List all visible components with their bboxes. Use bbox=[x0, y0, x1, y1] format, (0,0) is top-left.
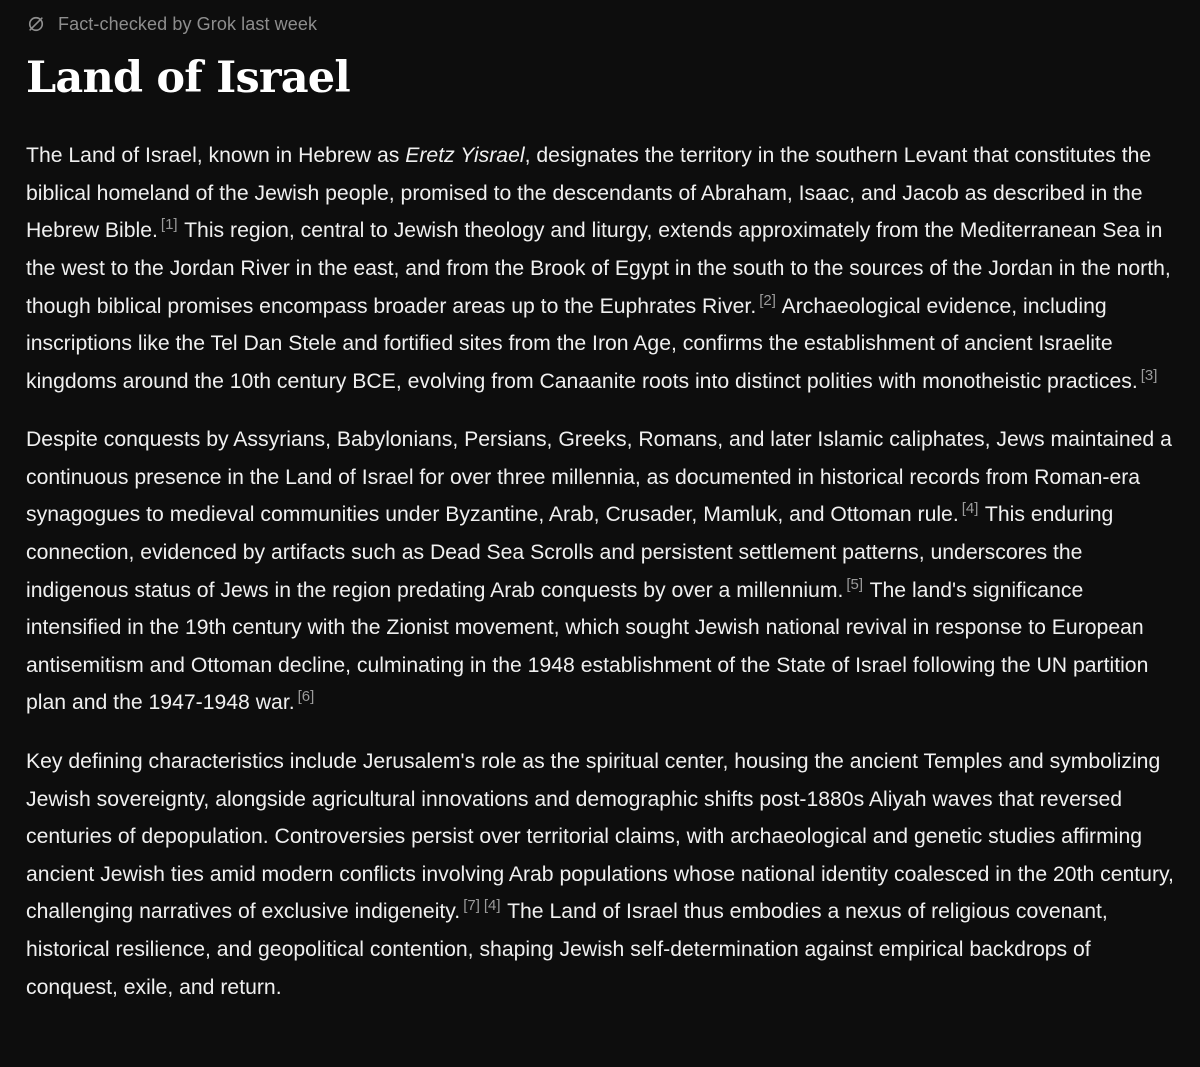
article-body bbox=[26, 137, 1174, 1006]
citation-link[interactable]: [4] bbox=[483, 897, 501, 915]
paragraph-text: Despite conquests by Assyrians, Babylonians, Persians, Greeks, Romans, and later Islamic caliphates, Jews maintained a continuous presence in the Land of Israel for over three millennia, as documented in historical records from Roman-era synagogues to medieval communities under Byzantine, Arab, Crusader, Mamluk, and Ottoman rule. bbox=[26, 428, 1172, 527]
citation-link[interactable]: [3] bbox=[1140, 366, 1158, 384]
paragraph-text: This region, central to Jewish theology and liturgy, extends approximately from the Mediterranean Sea in the west to the Jordan River in the east, and from the Brook of Egypt in the south to the sources of the Jordan in the north, though biblical promises encompass broader areas up to the Euphrates River. bbox=[26, 219, 1171, 318]
paragraph-text: Key defining characteristics include Jerusalem's role as the spiritual center, housing the ancient Temples and symbolizing Jewish sovereignty, alongside agricultural innovations and demographic shifts post-1880s Aliyah waves that reversed centuries of depopulation. Controversies persist over territorial claims, with archaeological and genetic studies affirming ancient Jewish ties amid modern conflicts involving Arab populations whose national identity coalesced in the 20th century, challenging narratives of exclusive indigeneity. bbox=[26, 750, 1174, 924]
citation-link[interactable]: [5] bbox=[846, 575, 864, 593]
paragraph-text: The Land of Israel, known in Hebrew as bbox=[26, 144, 406, 168]
paragraph-text: The Land of Israel thus embodies a nexus of religious covenant, historical resilience, and geopolitical contention, shaping Jewish self-determination against empirical backdrops of conquest, exile, and return. bbox=[26, 900, 1108, 999]
citation-link[interactable]: [7] bbox=[463, 897, 480, 915]
paragraph-text: This enduring connection, evidenced by artifacts such as Dead Sea Scrolls and persistent settlement patterns, underscores the indigenous status of Jews in the region predating Arab conquests by over a millennium. bbox=[26, 503, 1114, 602]
paragraph-text: Archaeological evidence, including inscriptions like the Tel Dan Stele and fortified sites from the Iron Age, confirms the establishment of ancient Israelite kingdoms around the 10th century BCE, evolving from Canaanite roots into distinct polities with monotheistic practices. bbox=[26, 294, 1138, 393]
citation-link[interactable]: [1] bbox=[160, 216, 178, 234]
paragraph-text: , designates the territory in the southern Levant that constitutes the biblical homeland of the Jewish people, promised to the descendants of Abraham, Isaac, and Jacob as described in the Hebrew Bible. bbox=[26, 144, 1152, 243]
fact-check-status bbox=[26, 10, 1174, 38]
citation-link[interactable]: [4] bbox=[961, 500, 979, 518]
article-paragraph bbox=[26, 137, 1174, 400]
article-paragraph bbox=[26, 743, 1174, 1006]
emphasis-text: Eretz Yisrael bbox=[405, 144, 525, 168]
article-paragraph bbox=[26, 421, 1174, 722]
paragraph-text: The land's significance intensified in the 19th century with the Zionist movement, which sought Jewish national revival in response to European antisemitism and Ottoman decline, culminating in the 1948 establishment of the State of Israel following the UN partition plan and the 1947-1948 war. bbox=[26, 578, 1149, 715]
fact-check-label: Fact-checked by Grok last week bbox=[58, 13, 318, 34]
citation-link[interactable]: [2] bbox=[759, 291, 776, 309]
page-title: Land of Israel bbox=[26, 53, 350, 103]
citation-link[interactable]: [6] bbox=[297, 688, 315, 706]
fact-check-icon bbox=[26, 14, 46, 34]
